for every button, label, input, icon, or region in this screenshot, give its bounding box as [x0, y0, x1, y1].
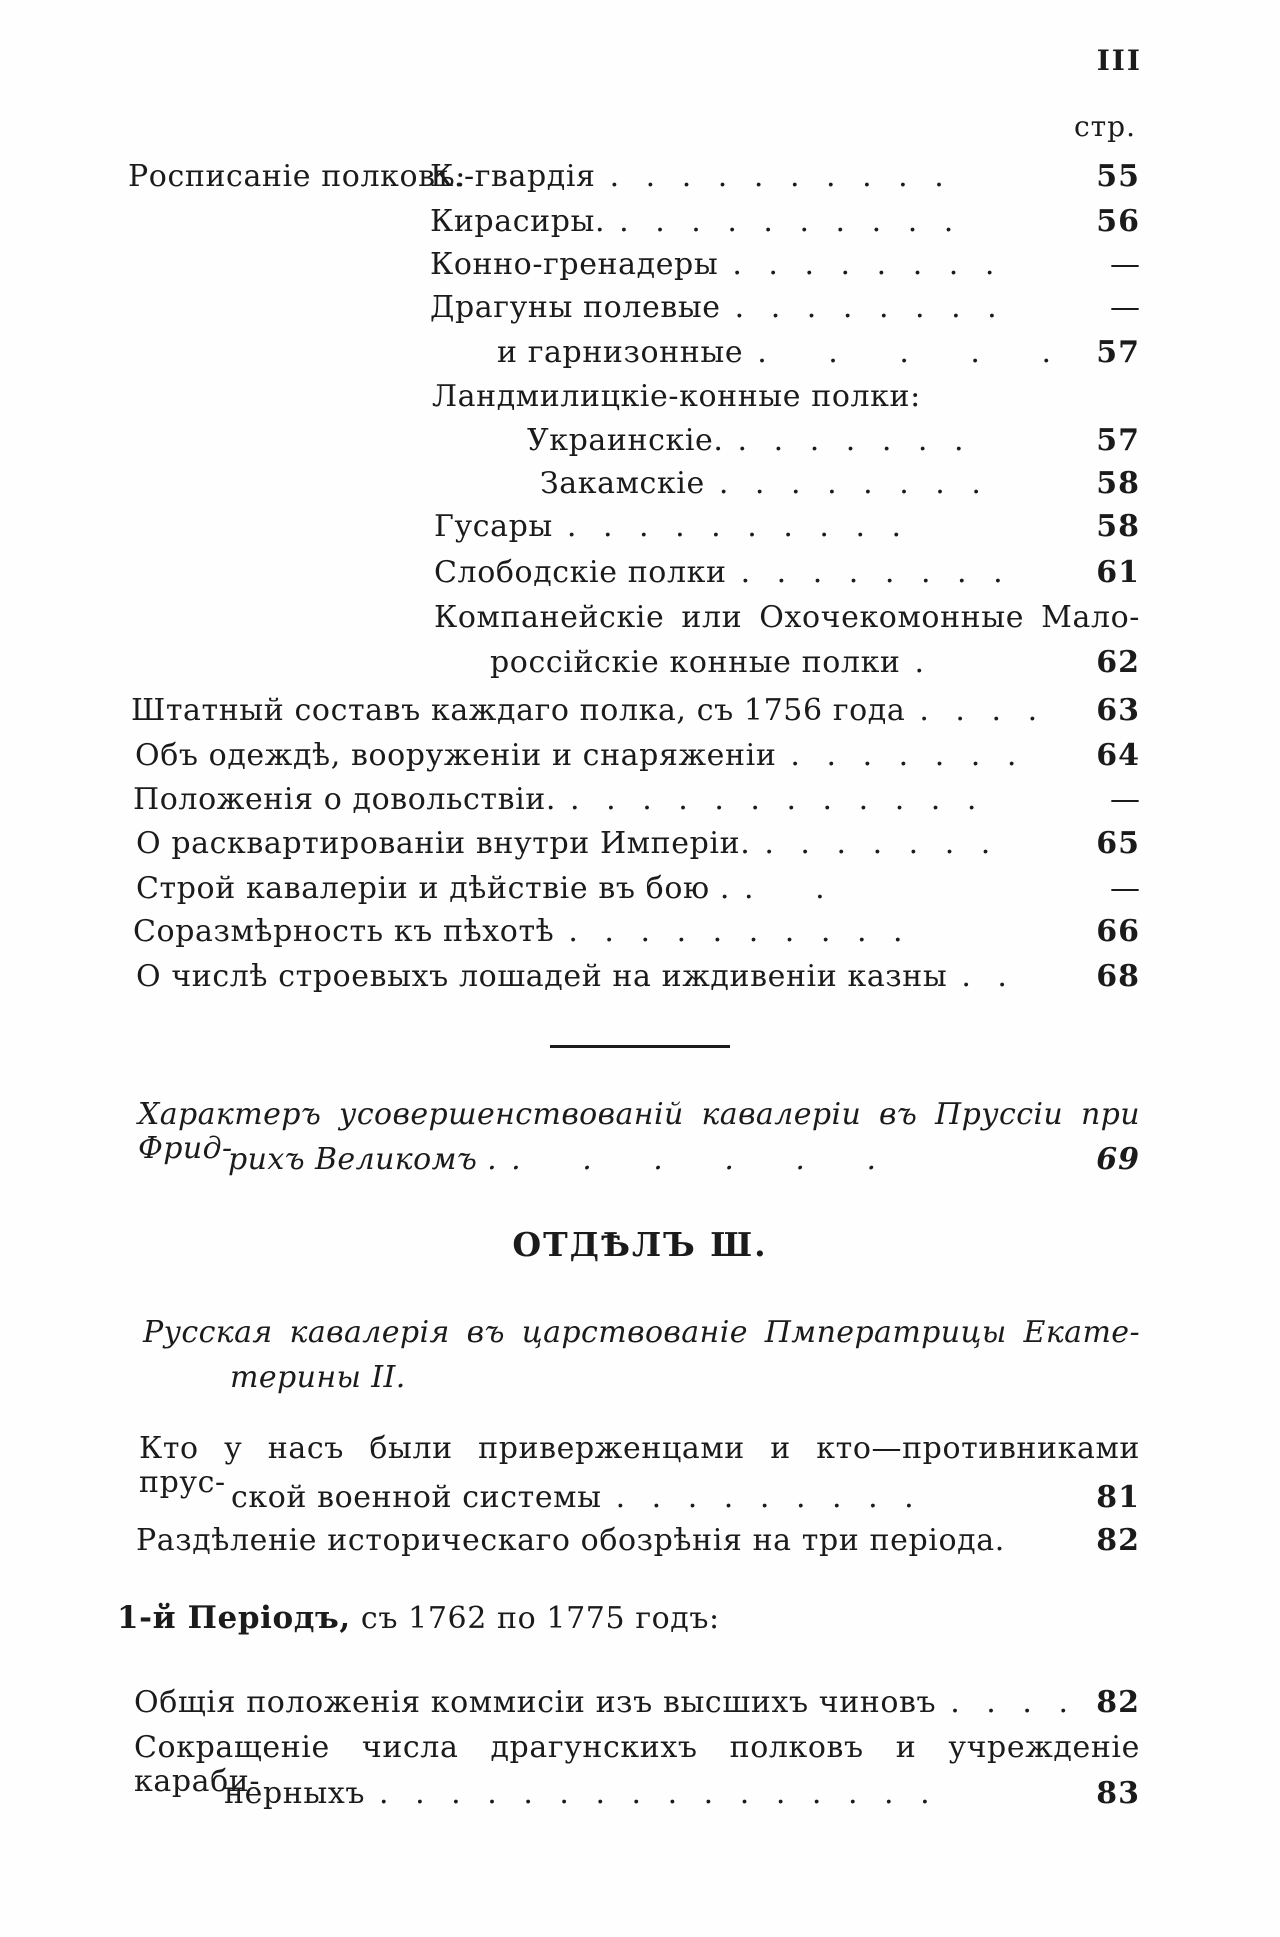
toc-entry-text: О расквартированіи внутри Имперіи. — [136, 826, 751, 861]
toc-entry-text: Соразмѣрность къ пѣхотѣ — [133, 914, 555, 949]
toc-entry-text: Штатный составъ каждаго полка, съ 1756 года — [131, 693, 906, 728]
toc-entry-text: Закамскіе — [540, 466, 705, 501]
toc-entry-text: россійскіе конные полки — [490, 645, 901, 680]
toc-page-number: 56 — [1096, 204, 1140, 239]
toc-entry-text: К.-гвардія — [430, 159, 596, 194]
toc-entry-text: рихъ Великомъ . — [228, 1142, 498, 1177]
toc-page-number: 82 — [1096, 1523, 1140, 1558]
toc-entry-text: Украинскіе. — [527, 423, 724, 458]
toc-line — [434, 510, 1140, 544]
toc-entry-text: и гарнизонные — [497, 335, 744, 370]
toc-entry-text: Положенія о довольствіи. — [133, 782, 557, 817]
dot-leader: . . . . . . . . — [718, 467, 981, 501]
toc-page-number: 58 — [1096, 466, 1140, 501]
dot-leader: . . . . . . . . — [732, 248, 995, 282]
dot-leader: . . — [744, 872, 825, 906]
toc-line — [430, 248, 1140, 282]
toc-entry-text: Объ одеждѣ, вооруженіи и снаряженіи — [135, 738, 777, 773]
toc-line — [540, 467, 1140, 501]
toc-page-number: 55 — [1096, 159, 1140, 194]
dot-leader: . . . . . . . . . . — [566, 510, 902, 544]
toc-entry-text: Русская кавалерія въ царствованіе Пмператрицы Екате- — [143, 1315, 1140, 1350]
dot-leader: . . . . . . . . . . — [609, 160, 944, 194]
toc-entry-text: Кирасиры. — [430, 204, 606, 239]
toc-line — [430, 205, 1140, 239]
toc-entry-text: терины II. — [230, 1360, 406, 1395]
toc-line — [228, 1143, 1140, 1177]
toc-page-number: 83 — [1096, 1776, 1140, 1811]
dot-leader: . . . . . . . . . — [615, 1481, 914, 1515]
toc-line — [230, 1361, 1140, 1395]
dot-leader: . . . . — [919, 694, 1038, 728]
dot-leader: . . . . — [950, 1686, 1068, 1720]
toc-line — [497, 336, 1140, 370]
toc-entry-text: Слободскіе полки — [434, 555, 727, 590]
dot-leader: . . . . . . . . . . . . . . . . — [379, 1777, 930, 1811]
toc-page-number: 57 — [1096, 335, 1140, 370]
toc-entry-text: О числѣ строевыхъ лошадей на иждивеніи казны — [136, 959, 948, 994]
section-heading: ОТДѢЛЪ Ш. — [512, 1225, 768, 1264]
period-subheading — [117, 1600, 720, 1636]
toc-entry-text: Строй кавалеріи и дѣйствіе въ бою . — [136, 871, 730, 906]
period-subheading-bold: 1-й Періодъ, — [117, 1600, 351, 1636]
toc-line — [224, 1777, 1140, 1811]
dot-leader: . . . . . . . . — [734, 291, 997, 325]
toc-page-number: — — [1110, 871, 1140, 906]
dot-leader: . . . . . . . . — [740, 556, 1003, 590]
dot-leader: . . . . . . . — [737, 424, 964, 458]
dot-leader: . . . . . . . . . . — [619, 205, 954, 239]
toc-entry-text: Ландмилицкіе-конные полки: — [432, 379, 921, 414]
page-column-header: стр. — [1074, 110, 1136, 143]
toc-page-number: 63 — [1096, 693, 1140, 728]
toc-line — [136, 960, 1140, 994]
section-divider-rule — [550, 1045, 730, 1048]
toc-line — [133, 915, 1140, 949]
toc-line — [128, 160, 1140, 194]
toc-line — [136, 827, 1140, 861]
dot-leader: . . . . . . . . . . — [568, 915, 903, 949]
toc-page-number: 58 — [1096, 509, 1140, 544]
toc-page-number: — — [1110, 247, 1140, 282]
toc-entry-text: нерныхъ — [224, 1776, 366, 1811]
toc-line — [430, 291, 1140, 325]
dot-leader: . . . . . — [757, 336, 1052, 370]
toc-page-number: — — [1110, 782, 1140, 817]
toc-line — [434, 556, 1140, 590]
toc-page-number: 57 — [1096, 423, 1140, 458]
toc-page-number: 61 — [1096, 555, 1140, 590]
toc-page-number: 65 — [1096, 826, 1140, 861]
dot-leader: . . . . . . . . . . . . — [570, 783, 977, 817]
dot-leader: . . . . . . — [511, 1143, 877, 1177]
toc-entry-text: Кто у насъ были приверженцами и кто—противниками прус- — [139, 1431, 1140, 1500]
toc-line — [131, 694, 1140, 728]
toc-page-number: 81 — [1096, 1480, 1140, 1515]
toc-line — [133, 783, 1140, 817]
dot-leader: . . . . . . . — [764, 827, 991, 861]
toc-entry-text: Компанейскіе или Охочекомонные Мало- — [434, 600, 1140, 635]
toc-entry-text: Сокращеніе числа драгунскихъ полковъ и учрежденіе караби- — [134, 1730, 1140, 1799]
toc-page-number: 64 — [1096, 738, 1140, 773]
toc-line — [136, 1524, 1140, 1558]
toc-line — [434, 601, 1140, 635]
dot-leader: . — [914, 646, 925, 680]
toc-page-number: 62 — [1096, 645, 1140, 680]
dot-leader: . . . . . . . — [790, 739, 1017, 773]
toc-line — [135, 739, 1140, 773]
period-subheading-rest: съ 1762 по 1775 годъ: — [350, 1601, 720, 1636]
toc-line — [231, 1481, 1140, 1515]
folio-number: III — [1096, 44, 1142, 77]
toc-entry-text: Конно-гренадеры — [430, 247, 719, 282]
toc-line — [136, 872, 1140, 906]
toc-line — [490, 646, 1140, 680]
toc-entry-text: ской военной системы — [231, 1480, 602, 1515]
toc-line — [432, 380, 1140, 414]
toc-page-number: 69 — [1096, 1142, 1140, 1177]
toc-page-number: — — [1110, 290, 1140, 325]
toc-entry-text: Характеръ усовершенствованій кавалеріи въ Пруссіи при Фрид- — [138, 1097, 1140, 1166]
toc-line — [134, 1686, 1140, 1720]
toc-page-number: 82 — [1096, 1685, 1140, 1720]
toc-page-number: 68 — [1096, 959, 1140, 994]
toc-entry-label: Росписаніе полковъ: — [128, 159, 467, 194]
toc-entry-text: Общія положенія коммисіи изъ высшихъ чиновъ — [134, 1685, 937, 1720]
dot-leader: . . — [961, 960, 1007, 994]
toc-entry-text: Драгуны полевые — [430, 290, 721, 325]
toc-entry-text: Раздѣленіе историческаго обозрѣнія на три періода. — [136, 1523, 1005, 1558]
toc-line — [527, 424, 1140, 458]
toc-page-number: 66 — [1096, 914, 1140, 949]
toc-line — [143, 1316, 1140, 1350]
toc-entry-text: Гусары — [434, 509, 553, 544]
